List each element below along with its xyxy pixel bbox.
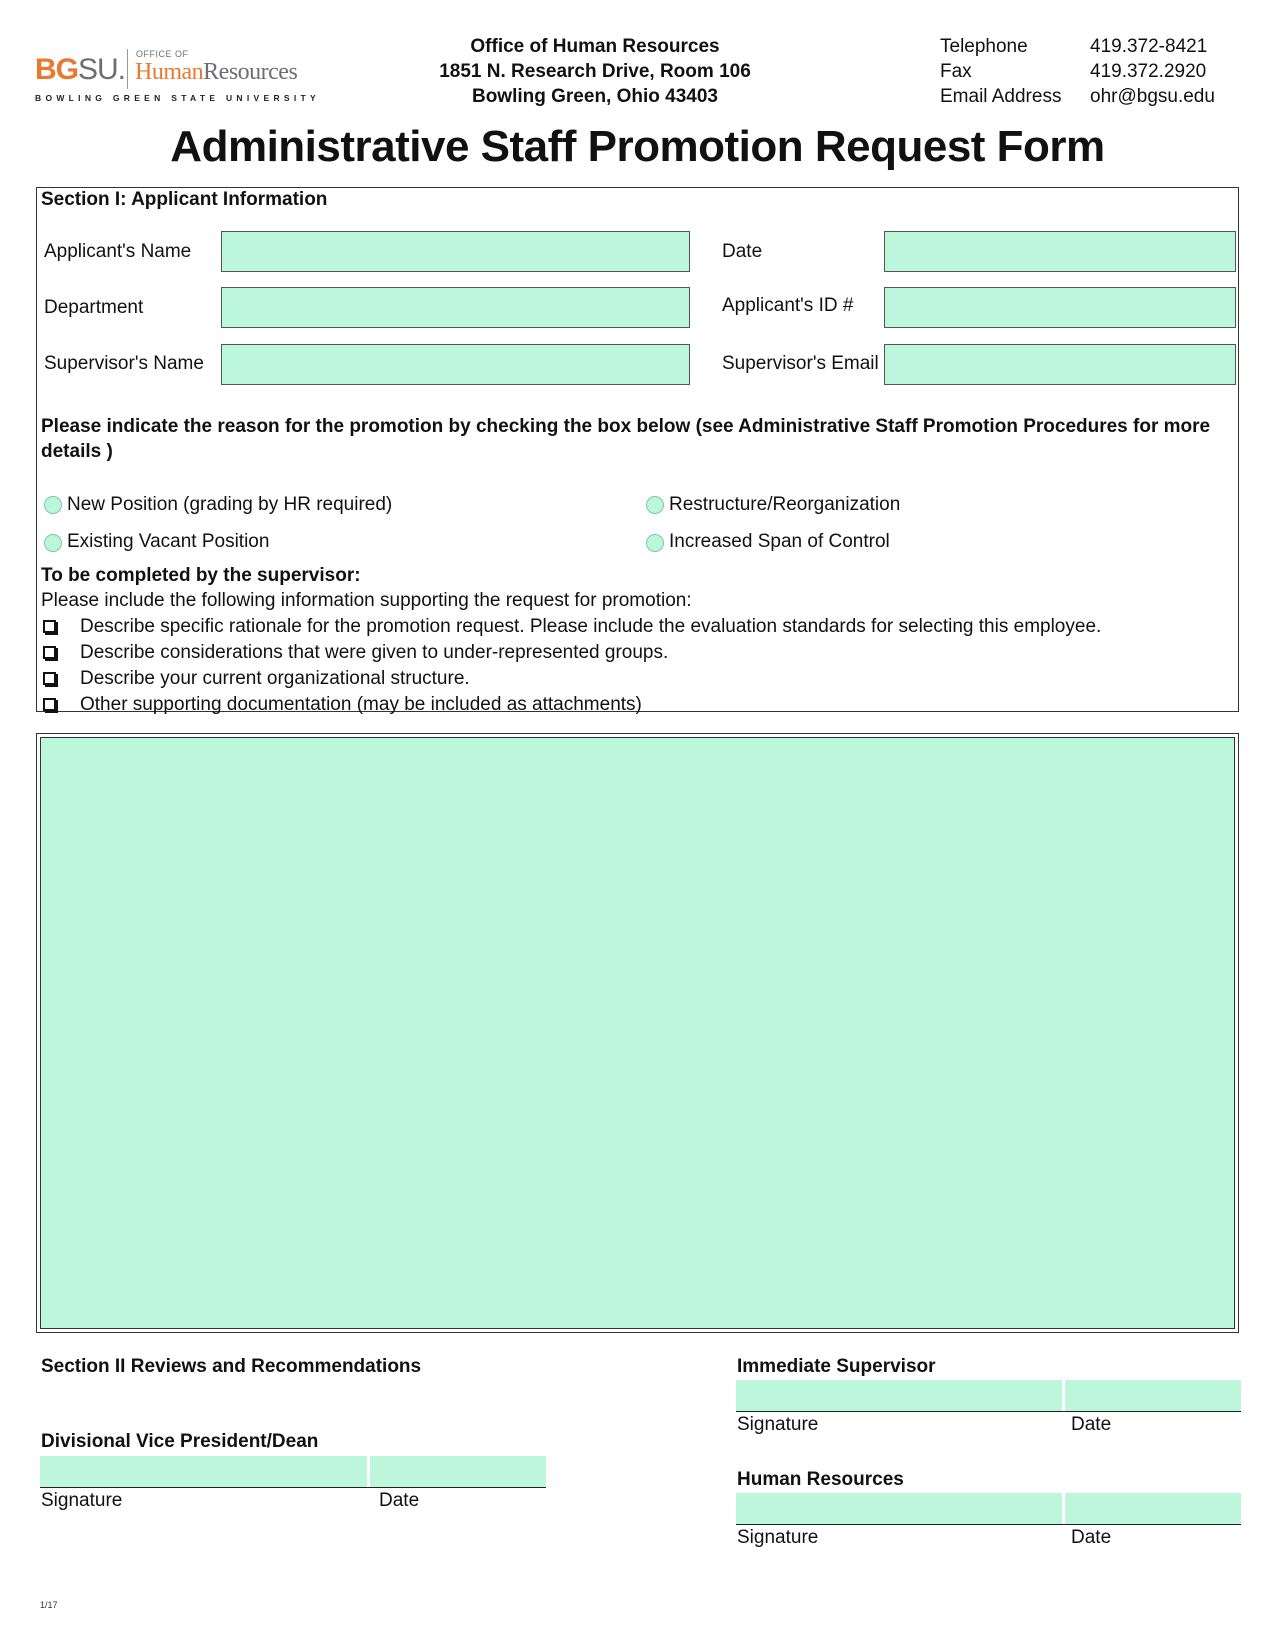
bullet-checkbox-icon [43, 698, 56, 711]
address-line-2: Bowling Green, Ohio 43403 [471, 86, 718, 107]
supervisor-signature-field[interactable] [736, 1380, 1062, 1411]
vp-signature-field[interactable] [40, 1456, 367, 1487]
instruction-item: Describe considerations that were given to under-represented groups. [80, 642, 669, 663]
office-name: Office of Human Resources [470, 36, 720, 57]
reason-label: Restructure/Reorganization [669, 494, 901, 515]
reason-prompt-line: details ) [41, 441, 113, 462]
supervisor-instructions-heading: To be completed by the supervisor: [41, 565, 361, 586]
supervisor-date-label: Date [1071, 1414, 1112, 1435]
human-resources-heading: Human Resources [737, 1469, 904, 1490]
section2-heading: Section II Reviews and Recommendations [41, 1356, 422, 1377]
vp-signature-line [40, 1487, 546, 1488]
applicant-name-label: Applicant's Name [44, 241, 192, 262]
supervisor-email-label: Supervisor's Email [722, 353, 879, 374]
bullet-checkbox-icon [43, 620, 56, 633]
hr-signature-field[interactable] [736, 1493, 1062, 1524]
vp-signature-label: Signature [41, 1490, 123, 1511]
immediate-supervisor-heading: Immediate Supervisor [737, 1356, 936, 1377]
contact-value[interactable]: ohr@bgsu.edu [1090, 86, 1215, 107]
vp-date-field[interactable] [370, 1456, 546, 1487]
office-address-block [400, 34, 790, 109]
section1-heading: Section I: Applicant Information [41, 189, 328, 210]
reason-prompt-line: Please indicate the reason for the promotion by checking the box below (see Administrative Staff Promotion Procedures for more [41, 416, 1211, 437]
vp-date-label: Date [379, 1490, 420, 1511]
address-line-1: 1851 N. Research Drive, Room 106 [439, 61, 751, 82]
reason-radio-span-of-control[interactable] [646, 534, 664, 552]
contact-value: 419.372-8421 [1090, 36, 1208, 57]
supporting-info-textarea[interactable] [40, 737, 1235, 1329]
instruction-item: Describe specific rationale for the promotion request. Please include the evaluation standards for selecting this employee. [80, 616, 1102, 637]
reason-radio-new-position[interactable] [44, 496, 62, 514]
supervisor-name-label: Supervisor's Name [44, 353, 204, 374]
supporting-info-frame [36, 733, 1239, 1333]
department-label: Department [44, 297, 144, 318]
bgsu-hr-logo [35, 45, 320, 105]
contact-row [940, 34, 1215, 59]
reason-radio-restructure[interactable] [646, 496, 664, 514]
supervisor-instructions-intro: Please include the following information supporting the request for promotion: [41, 590, 692, 611]
applicant-id-label: Applicant's ID # [722, 295, 854, 316]
bullet-checkbox-icon [43, 646, 56, 659]
date-label: Date [722, 241, 763, 262]
contact-value: 419.372.2920 [1090, 61, 1207, 82]
revision-footer: 1/17 [40, 1600, 58, 1610]
logo-bgsu-wordmark: BGSU. [35, 53, 126, 86]
contact-row [940, 84, 1215, 109]
hr-signature-label: Signature [737, 1527, 819, 1548]
supervisor-email-field[interactable] [884, 344, 1236, 385]
hr-signature-line [736, 1524, 1241, 1525]
supervisor-signature-label: Signature [737, 1414, 819, 1435]
reason-prompt [41, 414, 1241, 464]
reason-label: Increased Span of Control [669, 531, 890, 552]
logo-university-name: BOWLING GREEN STATE UNIVERSITY [35, 93, 320, 103]
reason-label: Existing Vacant Position [67, 531, 270, 552]
contact-row [940, 59, 1215, 84]
logo-divider [127, 49, 128, 89]
logo-office-of: OFFICE OF [136, 49, 189, 59]
reason-radio-existing-vacant[interactable] [44, 534, 62, 552]
contact-label: Fax [940, 61, 972, 82]
date-field[interactable] [884, 231, 1236, 272]
contact-label: Telephone [940, 36, 1028, 57]
applicant-name-field[interactable] [221, 231, 690, 272]
department-field[interactable] [221, 287, 690, 328]
reason-label: New Position (grading by HR required) [67, 494, 393, 515]
supervisor-name-field[interactable] [221, 344, 690, 385]
instruction-item: Other supporting documentation (may be included as attachments) [80, 694, 642, 715]
logo-human-resources: HumanResources [135, 59, 298, 85]
contact-block [940, 34, 1215, 109]
hr-date-field[interactable] [1065, 1493, 1241, 1524]
contact-label: Email Address [940, 86, 1062, 107]
supervisor-signature-line [736, 1411, 1241, 1412]
instruction-item: Describe your current organizational structure. [80, 668, 470, 689]
vp-dean-heading: Divisional Vice President/Dean [41, 1431, 319, 1452]
hr-date-label: Date [1071, 1527, 1112, 1548]
applicant-id-field[interactable] [884, 287, 1236, 328]
bullet-checkbox-icon [43, 672, 56, 685]
form-title: Administrative Staff Promotion Request Form [170, 122, 1105, 171]
supervisor-date-field[interactable] [1065, 1380, 1241, 1411]
